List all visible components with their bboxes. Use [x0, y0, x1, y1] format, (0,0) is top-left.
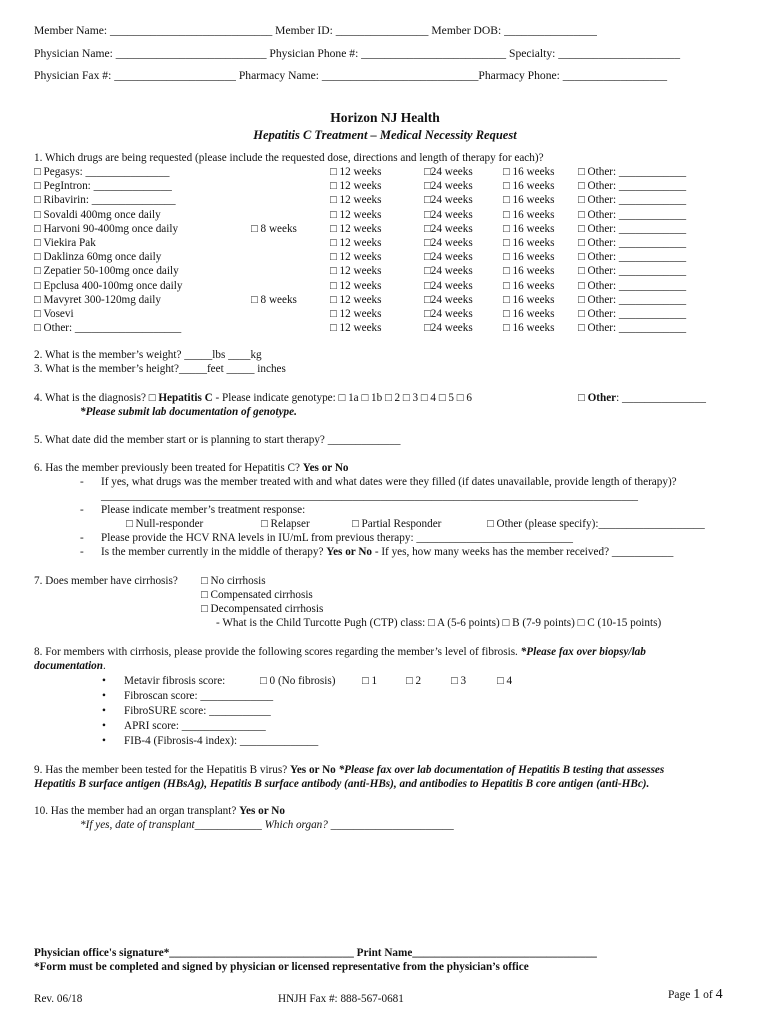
- compensated-cirrhosis-checkbox[interactable]: □ Compensated cirrhosis: [201, 589, 313, 601]
- duration-12-weeks-checkbox[interactable]: □ 12 weeks: [330, 322, 382, 335]
- duration-16-weeks-checkbox[interactable]: □ 16 weeks: [503, 279, 555, 292]
- drug-name[interactable]: □ Pegasys: _______________: [34, 166, 170, 178]
- question-7-cirrhosis: 7. Does member have cirrhosis?: [34, 575, 178, 587]
- duration-24-weeks-checkbox[interactable]: □24 weeks: [424, 222, 473, 235]
- question-8-fibrosis-cont: documentation.: [34, 660, 106, 672]
- response-other-checkbox[interactable]: □ Other (please specify):___________________: [487, 518, 705, 530]
- previous-drugs-question: If yes, what drugs was the member treated with and what dates were they filled (if dates unavailable, provide length of therapy)?: [101, 476, 677, 488]
- duration-24-weeks-checkbox[interactable]: □24 weeks: [424, 166, 473, 178]
- metavir-3-checkbox[interactable]: □ 3: [451, 675, 467, 687]
- question-9-hepatitis-b[interactable]: 9. Has the member been tested for the Hepatitis B virus? Yes or No *Please fax over lab documentation of Hepatitis B testing that assesses: [34, 764, 665, 776]
- duration-24-weeks-checkbox[interactable]: □24 weeks: [424, 194, 473, 207]
- duration-24-weeks-checkbox[interactable]: □24 weeks: [424, 208, 473, 221]
- treatment-response-question: Please indicate member’s treatment response:: [101, 504, 306, 516]
- duration-12-weeks-checkbox[interactable]: □ 12 weeks: [330, 293, 382, 306]
- fax-number: HNJH Fax #: 888-567-0681: [278, 993, 404, 1005]
- drug-name[interactable]: □ Daklinza 60mg once daily: [34, 251, 162, 264]
- duration-16-weeks-checkbox[interactable]: □ 16 weeks: [503, 237, 555, 249]
- duration-16-weeks-checkbox[interactable]: □ 16 weeks: [503, 180, 555, 193]
- duration-other-checkbox[interactable]: □ Other: ____________: [578, 279, 687, 292]
- revision-date: Rev. 06/18: [34, 993, 83, 1005]
- duration-16-weeks-checkbox[interactable]: □ 16 weeks: [503, 166, 555, 178]
- duration-other-checkbox[interactable]: □ Other: ____________: [578, 293, 687, 306]
- duration-12-weeks-checkbox[interactable]: □ 12 weeks: [330, 279, 382, 292]
- apri-score[interactable]: • APRI score: _______________: [124, 719, 266, 733]
- duration-12-weeks-checkbox[interactable]: □ 12 weeks: [330, 180, 382, 193]
- previous-drugs-line[interactable]: ________________________________________________________________________________________________: [101, 490, 638, 502]
- duration-24-weeks-checkbox[interactable]: □24 weeks: [424, 322, 473, 335]
- dash-marker: -: [80, 504, 84, 516]
- drug-name[interactable]: □ Ribavirin: _______________: [34, 194, 176, 207]
- drug-name[interactable]: □ Mavyret 300-120mg daily: [34, 293, 162, 306]
- duration-12-weeks-checkbox[interactable]: □ 12 weeks: [330, 208, 382, 221]
- duration-24-weeks-checkbox[interactable]: □24 weeks: [424, 308, 473, 320]
- duration-24-weeks-checkbox[interactable]: □24 weeks: [424, 279, 473, 292]
- drug-name[interactable]: □ Other: ___________________: [34, 322, 182, 335]
- drug-name[interactable]: □ Epclusa 400-100mg once daily: [34, 279, 183, 292]
- duration-8-weeks-checkbox[interactable]: □ 8 weeks: [251, 222, 297, 235]
- genotype-note: *Please submit lab documentation of genotype.: [80, 406, 297, 418]
- form-title: Horizon NJ Health: [330, 110, 440, 125]
- no-cirrhosis-checkbox[interactable]: □ No cirrhosis: [201, 575, 266, 587]
- duration-12-weeks-checkbox[interactable]: □ 12 weeks: [330, 237, 382, 249]
- response-null-checkbox[interactable]: □ Null-responder: [126, 518, 204, 530]
- duration-24-weeks-checkbox[interactable]: □24 weeks: [424, 180, 473, 193]
- duration-16-weeks-checkbox[interactable]: □ 16 weeks: [503, 265, 555, 278]
- duration-12-weeks-checkbox[interactable]: □ 12 weeks: [330, 251, 382, 264]
- physician-signature-line[interactable]: Physician office's signature*_________________________________ Print Name_________________________________: [34, 947, 597, 959]
- question-8-fibrosis: 8. For members with cirrhosis, please provide the following scores regarding the member’s level of fibrosis. *Please fax over biopsy/lab: [34, 646, 646, 658]
- metavir-1-checkbox[interactable]: □ 1: [362, 675, 378, 687]
- duration-other-checkbox[interactable]: □ Other: ____________: [578, 166, 687, 178]
- duration-12-weeks-checkbox[interactable]: □ 12 weeks: [330, 222, 382, 235]
- fib4-score[interactable]: • FIB-4 (Fibrosis-4 index): ______________: [124, 734, 318, 748]
- currently-in-therapy[interactable]: Is the member currently in the middle of therapy? Yes or No - If yes, how many weeks has the member received? ___________: [101, 546, 674, 558]
- page-number: Page 1 of 4: [668, 987, 723, 1002]
- hcv-rna-levels[interactable]: Please provide the HCV RNA levels in IU/mL from previous therapy: ____________________________: [101, 532, 573, 544]
- question-5-start-date[interactable]: 5. What date did the member start or is planning to start therapy? _____________: [34, 434, 401, 446]
- question-6-previous-treatment[interactable]: 6. Has the member previously been treated for Hepatitis C? Yes or No: [34, 462, 349, 474]
- duration-16-weeks-checkbox[interactable]: □ 16 weeks: [503, 222, 555, 235]
- duration-other-checkbox[interactable]: □ Other: ____________: [578, 265, 687, 278]
- metavir-0-checkbox[interactable]: □ 0 (No fibrosis): [260, 675, 336, 687]
- hepatitis-b-note: Hepatitis B surface antigen (HBsAg), Hepatitis B surface antibody (anti-HBs), and antibodies to Hepatitis B core antigen (anti-HBc).: [34, 778, 650, 790]
- duration-other-checkbox[interactable]: □ Other: ____________: [578, 237, 687, 249]
- duration-16-weeks-checkbox[interactable]: □ 16 weeks: [503, 308, 555, 320]
- question-2-weight[interactable]: 2. What is the member’s weight? _____lbs ____kg: [34, 349, 262, 361]
- drug-name[interactable]: □ Viekira Pak: [34, 237, 96, 249]
- metavir-score-label: • Metavir fibrosis score:: [124, 674, 225, 688]
- duration-24-weeks-checkbox[interactable]: □24 weeks: [424, 265, 473, 278]
- drug-name[interactable]: □ PegIntron: ______________: [34, 180, 172, 193]
- transplant-details[interactable]: *If yes, date of transplant____________ Which organ? ______________________: [80, 819, 454, 831]
- duration-other-checkbox[interactable]: □ Other: ____________: [578, 208, 687, 221]
- duration-16-weeks-checkbox[interactable]: □ 16 weeks: [503, 194, 555, 207]
- question-1: 1. Which drugs are being requested (please include the requested dose, directions and length of therapy for each)?: [34, 152, 544, 164]
- response-relapser-checkbox[interactable]: □ Relapser: [261, 518, 310, 530]
- duration-12-weeks-checkbox[interactable]: □ 12 weeks: [330, 166, 382, 178]
- signature-requirement-note: *Form must be completed and signed by physician or licensed representative from the physician’s office: [34, 961, 529, 973]
- form-subtitle: Hepatitis C Treatment – Medical Necessity Request: [253, 128, 517, 142]
- member-info-line[interactable]: Member Name: ____________________________ Member ID: ________________ Member DOB: ________________: [34, 24, 597, 37]
- drug-name[interactable]: □ Sovaldi 400mg once daily: [34, 208, 161, 221]
- decompensated-cirrhosis-checkbox[interactable]: □ Decompensated cirrhosis: [201, 603, 324, 615]
- metavir-4-checkbox[interactable]: □ 4: [497, 675, 513, 687]
- fibrosure-score[interactable]: • FibroSURE score: ___________: [124, 704, 271, 718]
- duration-other-checkbox[interactable]: □ Other: ____________: [578, 251, 687, 264]
- dash-marker: -: [80, 476, 84, 488]
- fibroscan-score[interactable]: • Fibroscan score: _____________: [124, 689, 273, 703]
- pharmacy-info-line[interactable]: Physician Fax #: _____________________ Pharmacy Name: ___________________________Pharmacy Phone: __________________: [34, 69, 668, 82]
- question-3-height[interactable]: 3. What is the member’s height?_____feet _____ inches: [34, 363, 286, 375]
- question-4-diagnosis[interactable]: 4. What is the diagnosis? □ Hepatitis C - Please indicate genotype: □ 1a □ 1b □ 2 □ 3 □ 4 □ 5 □ 6: [34, 392, 472, 404]
- duration-12-weeks-checkbox[interactable]: □ 12 weeks: [330, 194, 382, 207]
- physician-info-line[interactable]: Physician Name: __________________________ Physician Phone #: _________________________ Specialty: _____________________: [34, 47, 681, 60]
- duration-16-weeks-checkbox[interactable]: □ 16 weeks: [503, 322, 555, 335]
- response-partial-checkbox[interactable]: □ Partial Responder: [352, 518, 442, 530]
- duration-24-weeks-checkbox[interactable]: □24 weeks: [424, 237, 473, 249]
- duration-16-weeks-checkbox[interactable]: □ 16 weeks: [503, 251, 555, 264]
- drug-name[interactable]: □ Vosevi: [34, 308, 74, 320]
- duration-16-weeks-checkbox[interactable]: □ 16 weeks: [503, 208, 555, 221]
- duration-other-checkbox[interactable]: □ Other: ____________: [578, 308, 687, 320]
- duration-24-weeks-checkbox[interactable]: □24 weeks: [424, 251, 473, 264]
- duration-8-weeks-checkbox[interactable]: □ 8 weeks: [251, 293, 297, 306]
- duration-12-weeks-checkbox[interactable]: □ 12 weeks: [330, 265, 382, 278]
- duration-other-checkbox[interactable]: □ Other: ____________: [578, 222, 687, 235]
- duration-16-weeks-checkbox[interactable]: □ 16 weeks: [503, 293, 555, 306]
- duration-other-checkbox[interactable]: □ Other: ____________: [578, 322, 687, 335]
- duration-other-checkbox[interactable]: □ Other: ____________: [578, 194, 687, 207]
- dash-marker: -: [80, 546, 84, 558]
- question-10-transplant[interactable]: 10. Has the member had an organ transplant? Yes or No: [34, 805, 285, 817]
- ctp-class[interactable]: - What is the Child Turcotte Pugh (CTP) class: □ A (5-6 points) □ B (7-9 points) □ C (10-15 points): [216, 617, 662, 629]
- dash-marker: -: [80, 532, 84, 544]
- duration-12-weeks-checkbox[interactable]: □ 12 weeks: [330, 308, 382, 320]
- drug-name[interactable]: □ Zepatier 50-100mg once daily: [34, 265, 179, 278]
- duration-other-checkbox[interactable]: □ Other: ____________: [578, 180, 687, 193]
- metavir-2-checkbox[interactable]: □ 2: [406, 675, 422, 687]
- duration-24-weeks-checkbox[interactable]: □24 weeks: [424, 293, 473, 306]
- diagnosis-other[interactable]: □ Other: _______________: [578, 392, 706, 404]
- drug-name[interactable]: □ Harvoni 90-400mg once daily: [34, 222, 179, 235]
